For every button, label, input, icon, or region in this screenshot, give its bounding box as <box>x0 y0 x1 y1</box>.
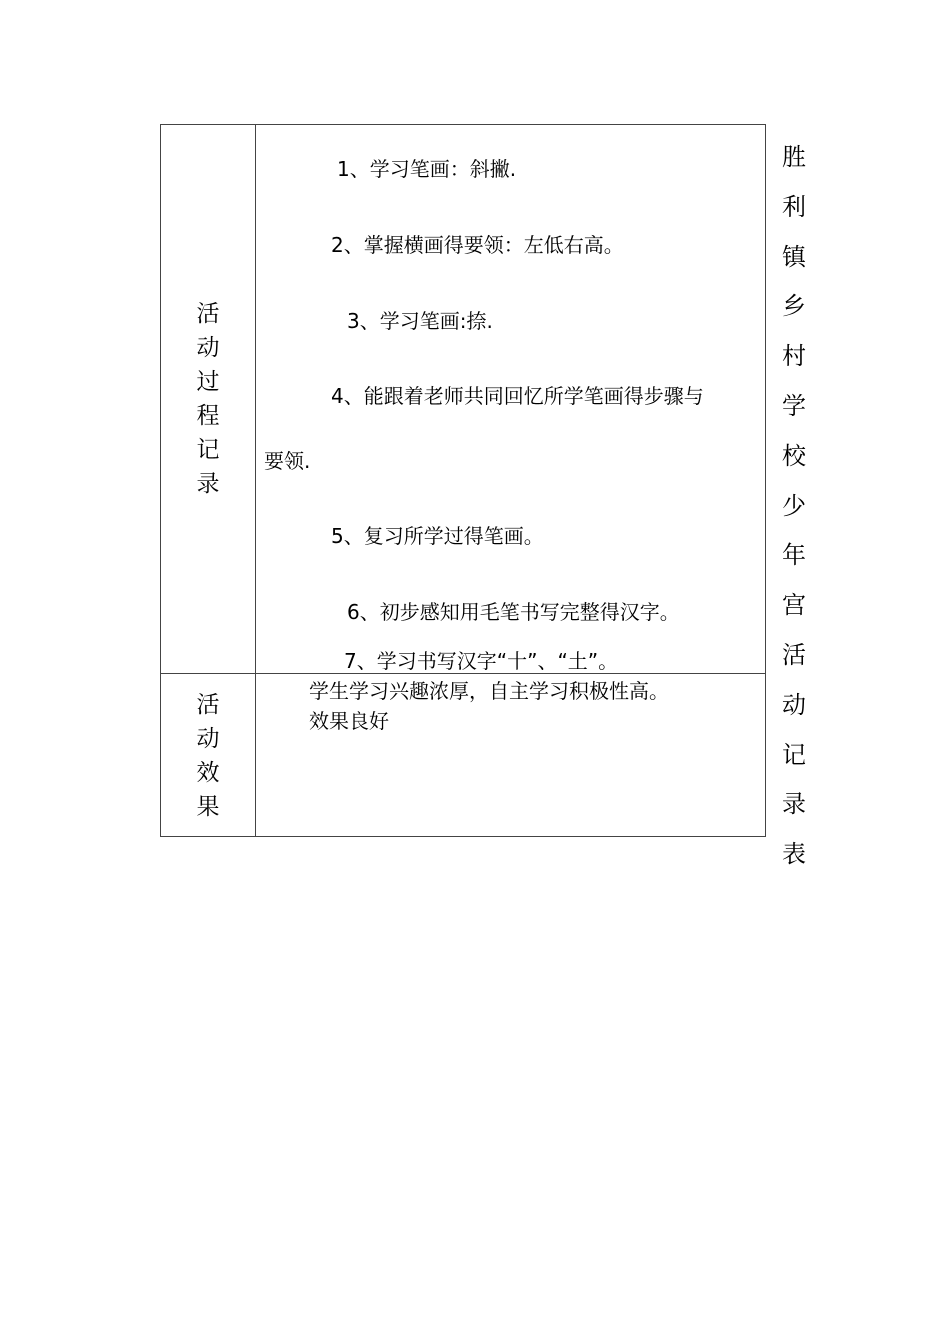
effect-line-1: 学生学习兴趣浓厚，自主学习积极性高。 <box>309 679 669 703</box>
process-record-label: 活动过程记录 <box>196 301 220 497</box>
column-divider <box>255 125 256 836</box>
process-step-6: 6、初步感知用毛笔书写完整得汉字。 <box>347 600 680 624</box>
process-step-2: 2、掌握横画得要领：左低右高。 <box>331 233 624 257</box>
activity-effect-label-cell <box>161 674 255 837</box>
effect-line-2: 效果良好 <box>309 709 389 733</box>
process-step-4-continued: 要领. <box>264 449 311 473</box>
process-step-7: 7、学习书写汉字“十”、“土”。 <box>344 649 619 673</box>
process-step-4: 4、能跟着老师共同回忆所学笔画得步骤与 <box>331 384 704 408</box>
process-step-1: 1、学习笔画：斜撇. <box>337 157 517 181</box>
activity-effect-label: 活动效果 <box>196 691 220 820</box>
activity-record-table <box>160 124 766 837</box>
process-step-5: 5、复习所学过得笔画。 <box>331 524 544 548</box>
vertical-form-title: 胜利镇乡村学校少年宫活动记录表 <box>782 143 806 869</box>
process-record-label-cell <box>161 125 255 673</box>
process-step-3: 3、学习笔画:捺. <box>347 309 493 333</box>
